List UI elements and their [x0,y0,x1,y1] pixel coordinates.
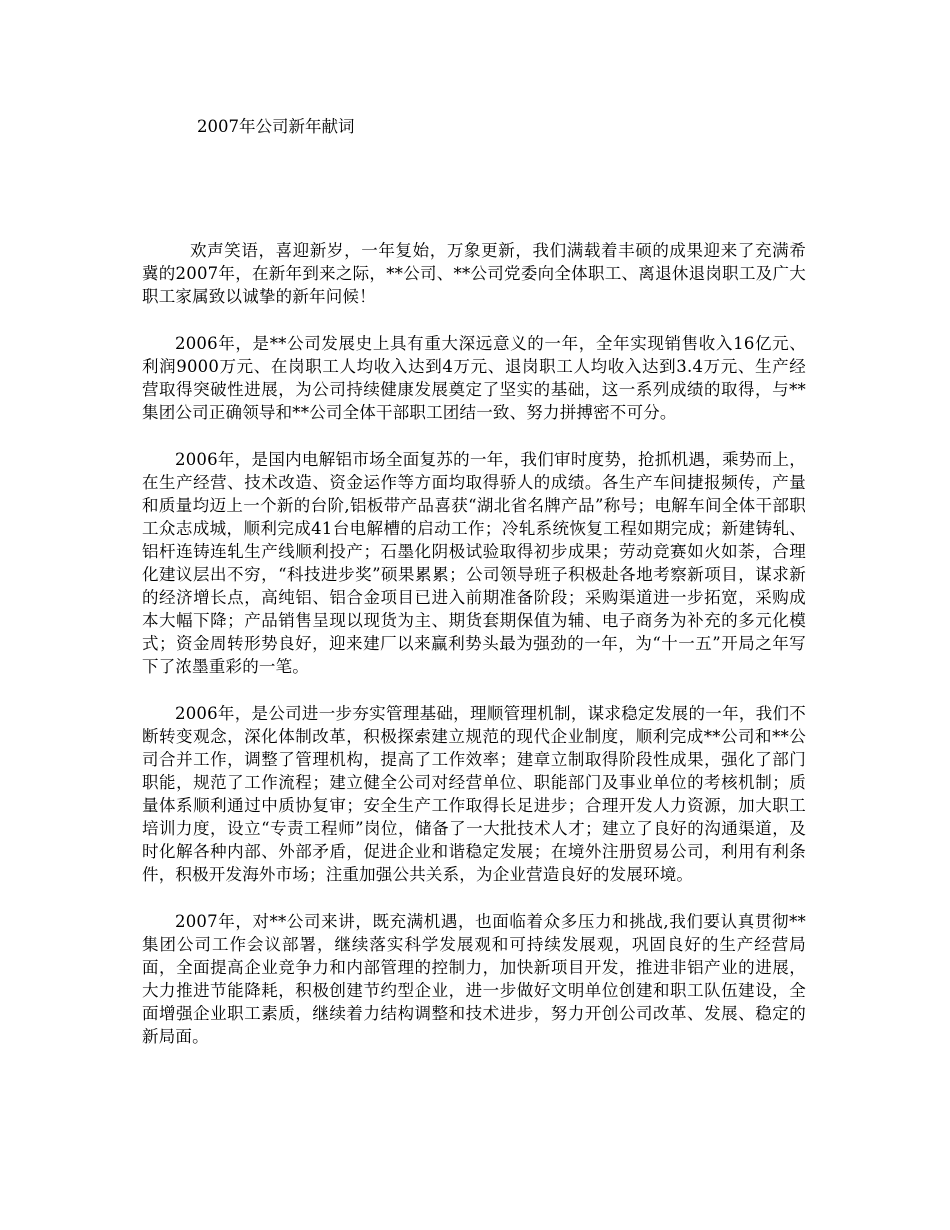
document-title: 2007年公司新年献词 [197,117,355,136]
paragraph-greeting: 欢声笑语，喜迎新岁，一年复始，万象更新，我们满载着丰硕的成果迎来了充满希冀的2007年，在新年到来之际，**公司、**公司党委向全体职工、离退休退岗职工及广大职工家属致以诚挚的新年问候！ [142,241,806,306]
paragraph-2006-production: 2006年，是国内电解铝市场全面复苏的一年，我们审时度势，抢抓机遇，乘势而上，在生产经营、技术改造、资金运作等方面均取得骄人的成绩。各生产车间捷报频传，产量和质量均迈上一个新的台阶,铝板带产品喜获“湖北省名牌产品”称号；电解车间全体干部职工众志成城，顺利完成41台电解槽的启动工作；冷轧系统恢复工程如期完成；新建铸轧、铝杆连铸连轧生产线顺利投产；石墨化阴极试验取得初步成果；劳动竞赛如火如荼，合理化建议层出不穷，“科技进步奖”硕果累累；公司领导班子积极赴各地考察新项目，谋求新的经济增长点，高纯铝、铝合金项目已进入前期准备阶段；采购渠道进一步拓宽，采购成本大幅下降；产品销售呈现以现货为主、期货套期保值为辅、电子商务为补充的多元化模式；资金周转形势良好，迎来建厂以来赢利势头最为强劲的一年，为“十一五”开局之年写下了浓墨重彩的一笔。 [142,450,806,676]
paragraph-2007-outlook: 2007年，对**公司来讲，既充满机遇，也面临着众多压力和挑战,我们要认真贯彻**集团公司工作会议部署，继续落实科学发展观和可持续发展观，巩固良好的生产经营局面，全面提高企业竞争力和内部管理的控制力，加快新项目开发，推进非铝产业的进展，大力推进节能降耗，积极创建节约型企业，进一步做好文明单位创建和职工队伍建设，全面增强企业职工素质，继续着力结构调整和技术进步，努力开创公司改革、发展、稳定的新局面。 [142,912,806,1046]
paragraph-2006-management: 2006年，是公司进一步夯实管理基础，理顺管理机制，谋求稳定发展的一年，我们不断转变观念，深化体制改革，积极探索建立规范的现代企业制度，顺利完成**公司和**公司合并工作，调整了管理机构，提高了工作效率；建章立制取得阶段性成果，强化了部门职能，规范了工作流程；建立健全公司对经营单位、职能部门及事业单位的考核机制；质量体系顺利通过中质协复审；安全生产工作取得长足进步；合理开发人力资源，加大职工培训力度，设立“专责工程师”岗位，储备了一大批技术人才；建立了良好的沟通渠道，及时化解各种内部、外部矛盾，促进企业和谐稳定发展；在境外注册贸易公司，利用有利条件，积极开发海外市场；注重加强公共关系，为企业营造良好的发展环境。 [142,704,806,884]
paragraph-2006-achievements: 2006年，是**公司发展史上具有重大深远意义的一年，全年实现销售收入16亿元、利润9000万元、在岗职工人均收入达到4万元、退岗职工人均收入达到3.4万元、生产经营取得突破性进展，为公司持续健康发展奠定了坚实的基础，这一系列成绩的取得，与**集团公司正确领导和**公司全体干部职工团结一致、努力拼搏密不可分。 [142,334,806,422]
document-body [142,239,806,1072]
